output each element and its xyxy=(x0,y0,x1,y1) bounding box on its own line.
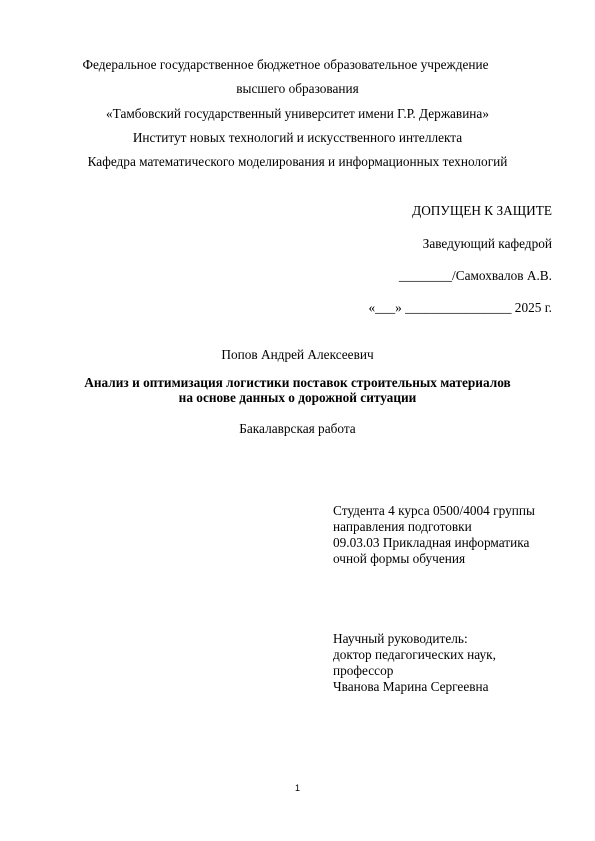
institution-line-1: Федеральное государственное бюджетное образовательное учреждение xyxy=(82,57,489,72)
thesis-title-line-2: на основе данных о дорожной ситуации xyxy=(178,390,417,405)
supervisor-title: профессор xyxy=(333,663,394,678)
student-info-line-3: 09.03.03 Прикладная информатика xyxy=(333,535,530,550)
approval-signature: ________/Самохвалов А.В. xyxy=(398,268,552,283)
supervisor-label: Научный руководитель: xyxy=(333,631,468,646)
approval-date: «___» ________________ 2025 г. xyxy=(368,300,552,315)
supervisor-name: Чванова Марина Сергеевна xyxy=(333,679,489,694)
student-info-line-2: направления подготовки xyxy=(333,519,472,534)
thesis-type: Бакалаврская работа xyxy=(239,421,356,436)
page-number: 1 xyxy=(294,783,300,793)
department-name: Кафедра математического моделирования и информационных технологий xyxy=(87,154,508,169)
student-info-line-4: очной формы обучения xyxy=(333,551,466,566)
university-name: «Тамбовский государственный университет имени Г.Р. Державина» xyxy=(106,106,489,121)
author-name: Попов Андрей Алексеевич xyxy=(221,347,374,362)
institution-line-2: высшего образования xyxy=(236,81,359,96)
student-info-line-1: Студента 4 курса 0500/4004 группы xyxy=(333,503,535,518)
institute-name: Институт новых технологий и искусственного интеллекта xyxy=(132,130,463,145)
approval-title: ДОПУЩЕН К ЗАЩИТЕ xyxy=(412,203,552,218)
supervisor-degree: доктор педагогических наук, xyxy=(333,647,496,662)
approval-role: Заведующий кафедрой xyxy=(422,236,552,251)
thesis-title-line-1: Анализ и оптимизация логистики поставок строительных материалов xyxy=(84,375,511,390)
